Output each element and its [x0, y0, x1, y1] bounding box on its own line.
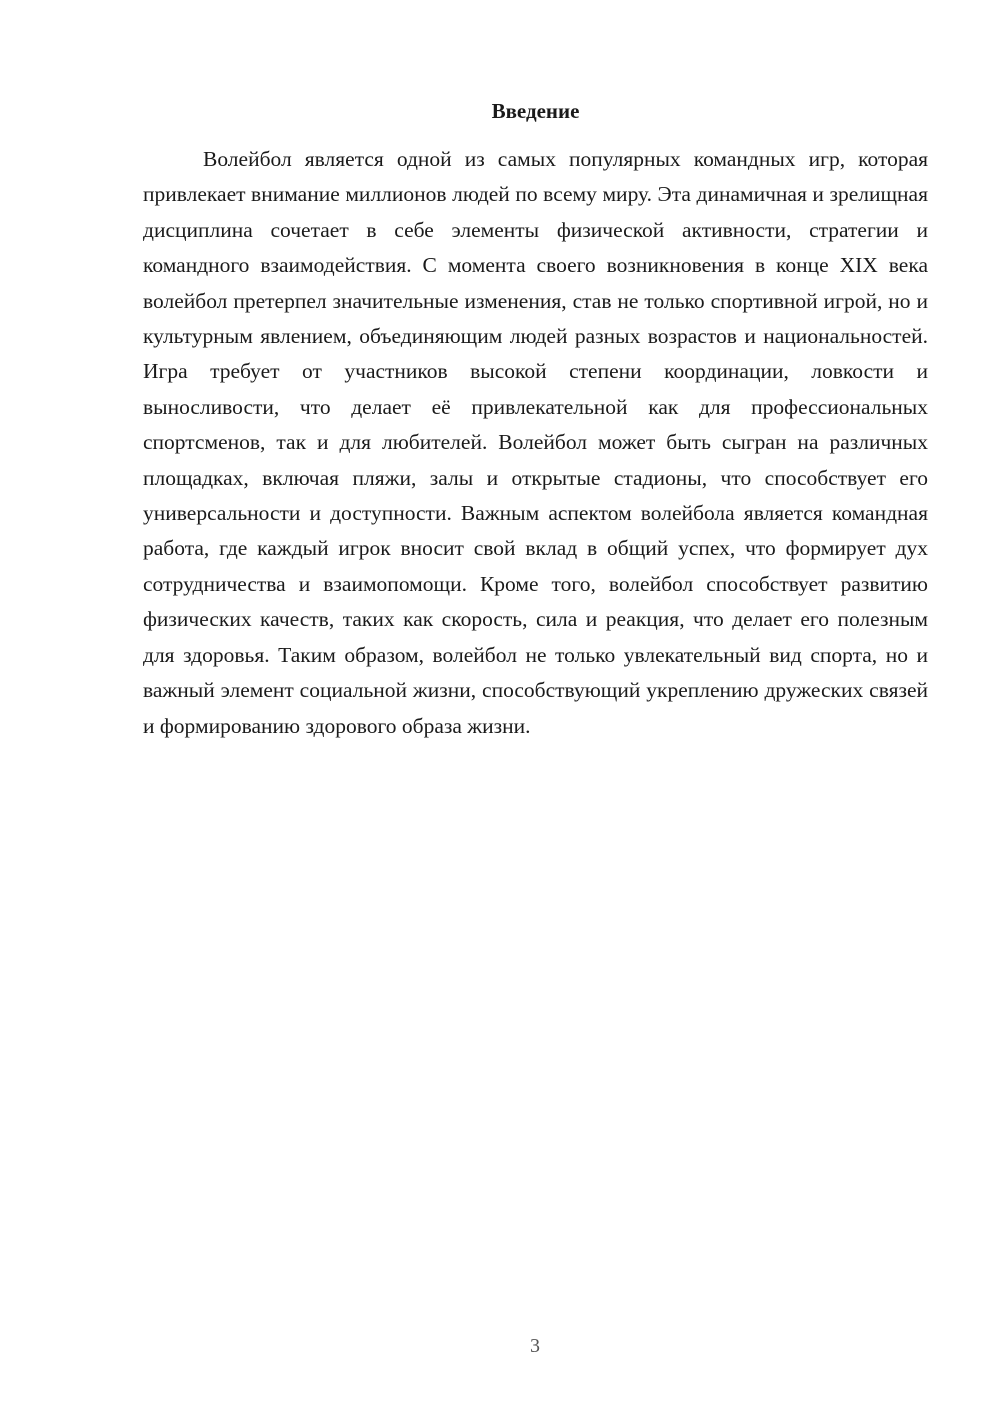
- section-heading: Введение: [491, 99, 580, 123]
- body-paragraph: Волейбол является одной из самых популярных командных игр, которая привлекает внимание миллионов людей по всему миру. Эта динамичная и зрелищная дисциплина сочетает в себе элементы физической активности, стратегии и командного взаимодействия. С момента своего возникновения в конце XIX века волейбол претерпел значительные изменения, став не только спортивной игрой, но и культурным явлением, объединяющим людей разных возрастов и национальностей. Игра требует от участников высокой степени координации, ловкости и выносливости, что делает её привлекательной как для профессиональных спортсменов, так и для любителей. Волейбол может быть сыгран на различных площадках, включая пляжи, залы и открытые стадионы, что способствует его универсальности и доступности. Важным аспектом волейбола является командная работа, где каждый игрок вносит свой вклад в общий успех, что формирует дух сотрудничества и взаимопомощи. Кроме того, волейбол способствует развитию физических качеств, таких как скорость, сила и реакция, что делает его полезным для здоровья. Таким образом, волейбол не только увлекательный вид спорта, но и важный элемент социальной жизни, способствующий укреплению дружеских связей и формированию здорового образа жизни.: [143, 147, 928, 738]
- page-number: 3: [530, 1335, 540, 1357]
